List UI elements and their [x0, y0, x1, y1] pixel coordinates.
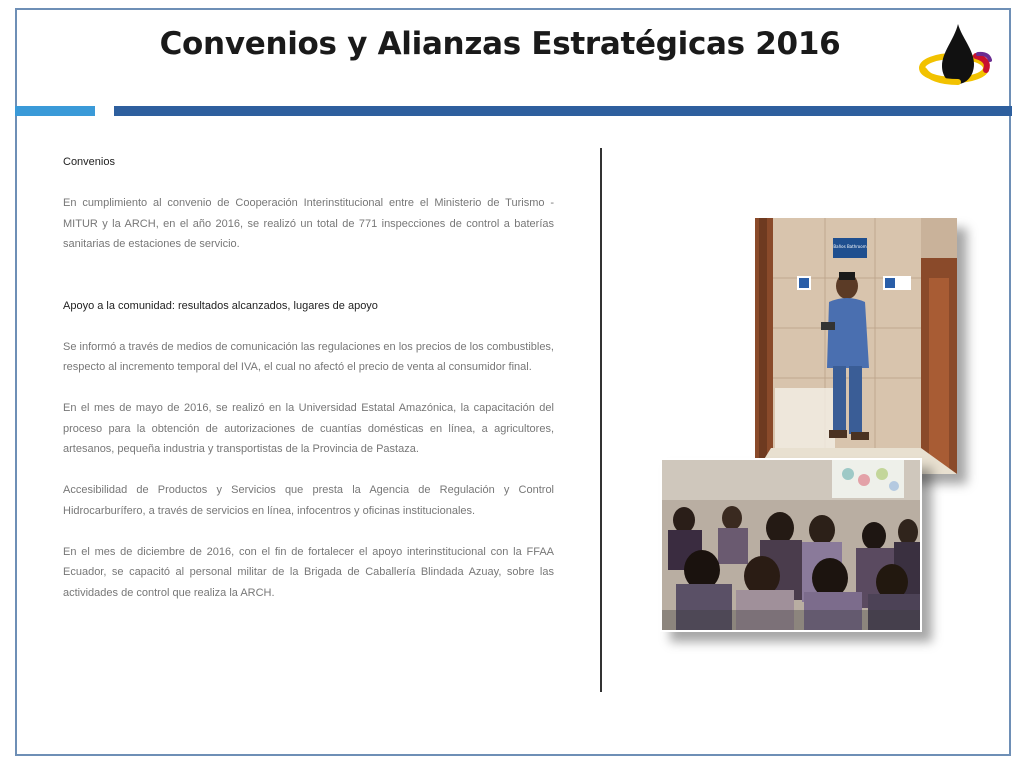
- photo-inspection: [755, 218, 957, 474]
- section-heading-convenios: Convenios: [63, 156, 115, 168]
- paragraph: Se informó a través de medios de comunicación las regulaciones en los precios de los combustibles, respecto al incremento temporal del IVA, el cual no afectó el precio de venta al consumidor final.: [63, 340, 554, 373]
- photo-training: [660, 458, 922, 632]
- paragraph: En el mes de mayo de 2016, se realizó en la Universidad Estatal Amazónica, la capacitación del proceso para la obtención de autorizaciones de cuantías domésticas en línea, a agricultores, artesanos, pequeña industria y transportistas de la Provincia de Pastaza.: [63, 402, 554, 455]
- page-title: Convenios y Alianzas Estratégicas 2016: [159, 26, 841, 62]
- paragraph: En cumplimiento al convenio de Cooperación Interinstitucional entre el Ministerio de Turismo - MITUR y la ARCH, en el año 2016, se realizó un total de 771 inspecciones de control a baterías sanitarias de estaciones de servicio.: [63, 197, 554, 250]
- drop-orbit-logo-icon: [918, 20, 994, 90]
- vertical-divider: [600, 148, 602, 692]
- accent-bar-light: [15, 106, 95, 116]
- paragraph: Accesibilidad de Productos y Servicios que presta la Agencia de Regulación y Control Hidrocarburífero, a través de servicios en línea, infocentros y oficinas institucionales.: [63, 484, 554, 517]
- text-content: [63, 152, 554, 624]
- paragraph: En el mes de diciembre de 2016, con el fin de fortalecer el apoyo interinstitucional con la FFAA Ecuador, se capacitó al personal militar de la Brigada de Caballería Blindada Azuay, sobre las actividades de control que realiza la ARCH.: [63, 545, 554, 599]
- photo-sign-text: Baños Bathroom: [833, 244, 867, 249]
- accent-bar-dark: [114, 106, 1012, 116]
- section-heading-apoyo: Apoyo a la comunidad: resultados alcanzados, lugares de apoyo: [63, 299, 378, 312]
